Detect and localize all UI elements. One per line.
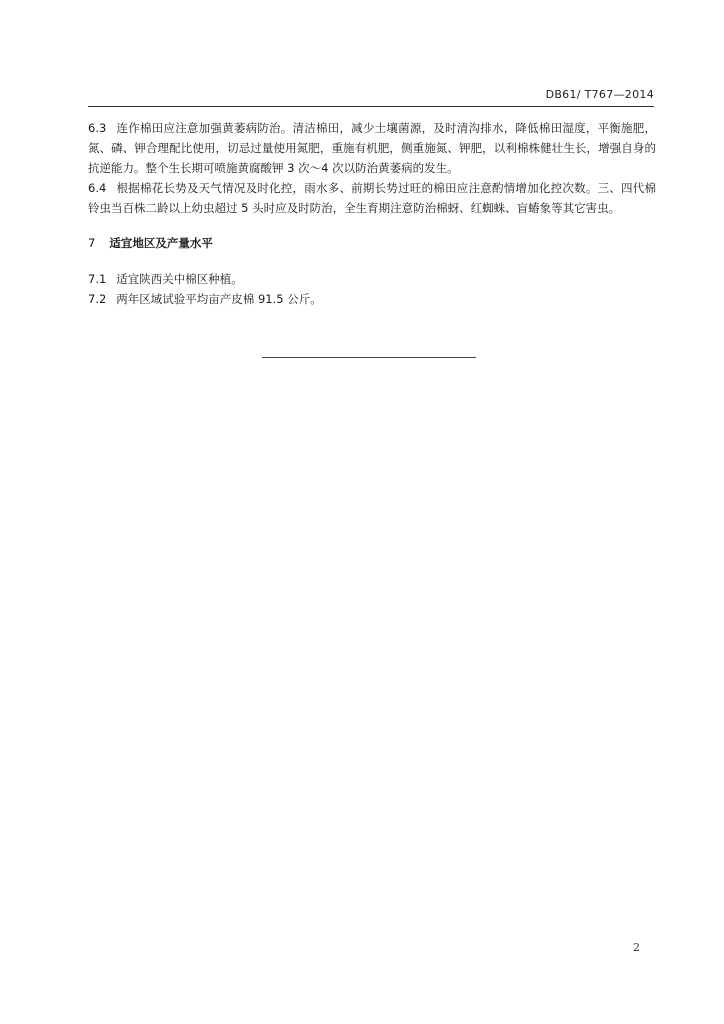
section-title-text: 适宜地区及产量水平	[109, 236, 213, 250]
clause-number: 7.2	[88, 292, 107, 306]
header-rule	[88, 106, 654, 107]
clause-7-2	[88, 289, 656, 309]
standard-code: DB61/ T767—2014	[545, 88, 654, 101]
section-number: 7	[88, 236, 96, 250]
document-body	[88, 118, 656, 309]
end-of-document-rule	[262, 357, 476, 358]
clause-text: 适宜陕西关中棉区种植。	[116, 272, 243, 286]
clause-number: 7.1	[88, 272, 107, 286]
page-number: 2	[633, 941, 640, 954]
section-7-heading	[88, 233, 656, 253]
clause-6-4	[88, 178, 656, 218]
clause-text: 两年区域试验平均亩产皮棉 91.5 公斤。	[116, 292, 322, 306]
clause-7-1	[88, 269, 656, 289]
clause-text: 连作棉田应注意加强黄萎病防治。清洁棉田，减少土壤菌源，及时清沟排水，降低棉田湿度，平衡施肥，氮、磷、钾合理配比使用，切忌过量使用氮肥，重施有机肥，侧重施氮、钾肥，以利棉株健壮生长，增强自身的抗逆能力。整个生长期可喷施黄腐酸钾 3 次～4 次以防治黄萎病的发生。	[88, 121, 656, 175]
clause-6-3	[88, 118, 656, 178]
clause-number: 6.3	[88, 121, 107, 135]
clause-text: 根据棉花长势及天气情况及时化控，雨水多、前期长势过旺的棉田应注意酌情增加化控次数。三、四代棉铃虫当百株二龄以上幼虫超过 5 头时应及时防治，全生育期注意防治棉蚜、红蜘蛛、盲蝽象等其它害虫。	[88, 181, 656, 215]
clause-number: 6.4	[88, 181, 107, 195]
